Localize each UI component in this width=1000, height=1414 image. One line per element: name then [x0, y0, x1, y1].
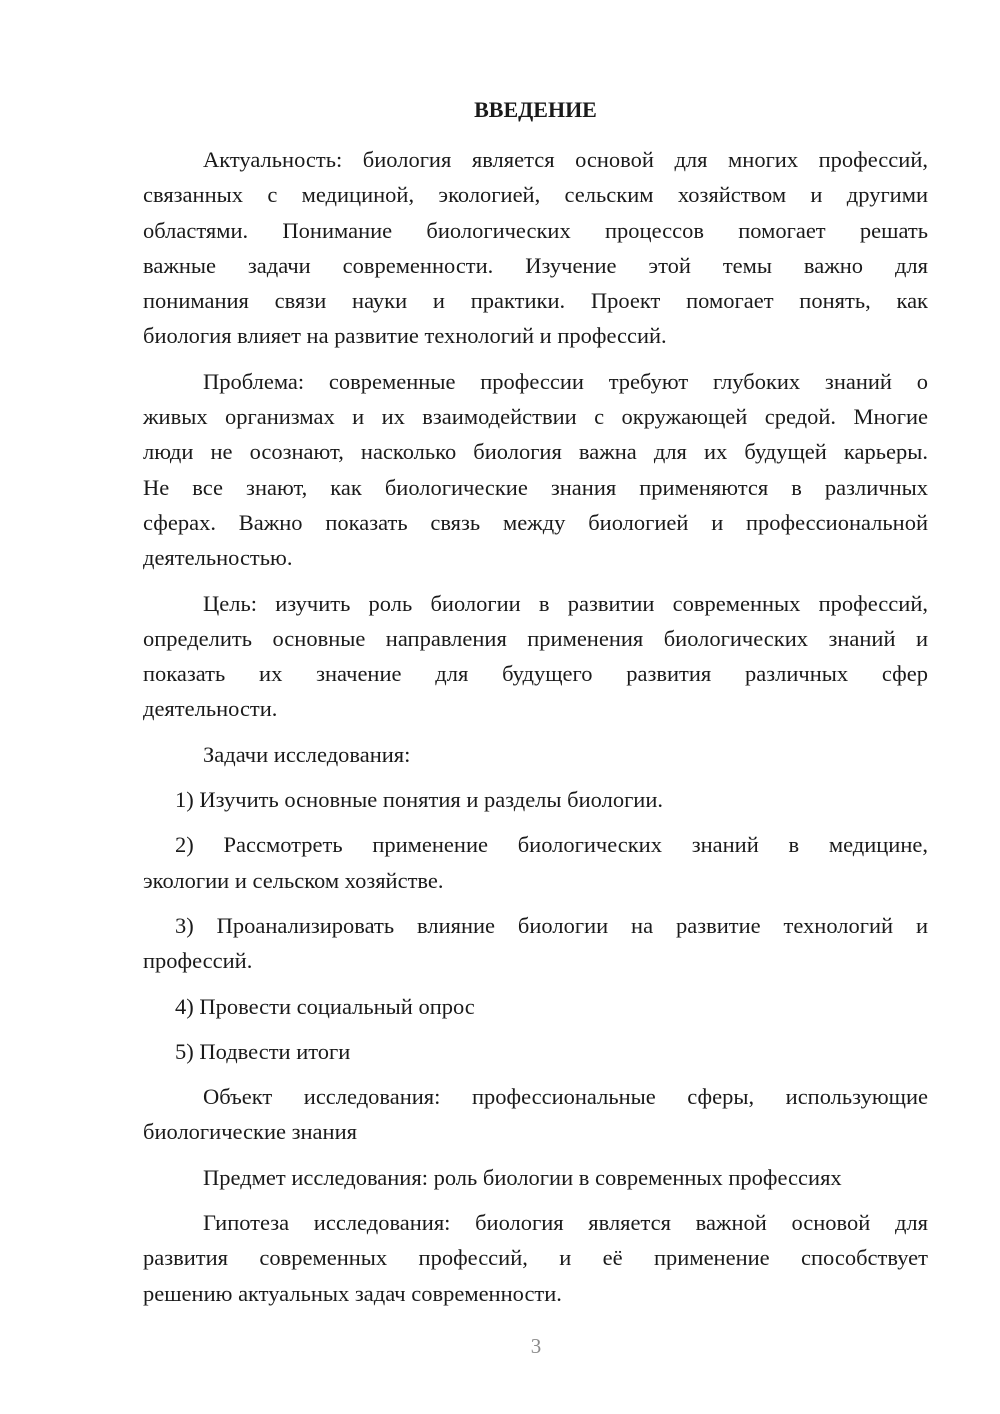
paragraph: [143, 737, 928, 772]
paragraph: [143, 364, 928, 576]
text-line: областями. Понимание биологических процессов помогает решать: [143, 217, 928, 243]
text-line: 5) Подвести итоги: [175, 1038, 351, 1064]
text-line: 1) Изучить основные понятия и разделы биологии.: [175, 787, 664, 813]
text-line: экологии и сельском хозяйстве.: [143, 867, 444, 893]
text-line: Предмет исследования: роль биологии в современных профессиях: [203, 1164, 842, 1190]
paragraph: [143, 1160, 928, 1195]
page-number: 3: [530, 1334, 542, 1358]
text-line: связанных с медициной, экологией, сельским хозяйством и другими: [143, 182, 928, 208]
text-line: биологические знания: [143, 1119, 357, 1145]
text-line: понимания связи науки и практики. Проект помогает понять, как: [143, 288, 928, 314]
text-line: Гипотеза исследования: биология является важной основой для: [203, 1210, 928, 1236]
text-line: деятельностью.: [143, 545, 293, 571]
text-line: живых организмах и их взаимодействии с окружающей средой. Многие: [143, 404, 928, 430]
text-line: Объект исследования: профессиональные сферы, использующие: [203, 1084, 928, 1110]
text-line: Задачи исследования:: [203, 741, 411, 767]
list-item: [143, 989, 928, 1024]
text-line: профессий.: [143, 948, 253, 974]
list-item: [143, 782, 928, 817]
text-line: деятельности.: [143, 696, 278, 722]
text-line: определить основные направления применения биологических знаний и: [143, 625, 928, 651]
text-line: Цель: изучить роль биологии в развитии современных профессий,: [203, 590, 928, 616]
text-line: 4) Провести социальный опрос: [175, 993, 475, 1019]
text-line: Проблема: современные профессии требуют глубоких знаний о: [203, 368, 928, 394]
paragraph: [143, 1205, 928, 1311]
text-line: важные задачи современности. Изучение этой темы важно для: [143, 252, 928, 278]
list-item: [143, 908, 928, 979]
list-item: [143, 827, 928, 898]
text-line: Не все знают, как биологические знания применяются в различных: [143, 474, 928, 500]
text-line: показать их значение для будущего развития различных сфер: [143, 661, 928, 687]
paragraph: [143, 1079, 928, 1150]
text-line: сферах. Важно показать связь между биологией и профессиональной: [143, 509, 928, 535]
section-heading: ВВЕДЕНИЕ: [474, 97, 597, 122]
paragraph: [143, 586, 928, 727]
text-line: 3) Проанализировать влияние биологии на развитие технологий и: [175, 912, 928, 938]
list-item: [143, 1034, 928, 1069]
text-line: решению актуальных задач современности.: [143, 1280, 562, 1306]
document-body: [143, 142, 928, 1311]
paragraph: [143, 142, 928, 354]
text-line: биология влияет на развитие технологий и профессий.: [143, 323, 667, 349]
text-line: Актуальность: биология является основой для многих профессий,: [203, 147, 928, 172]
text-line: люди не осознают, насколько биология важна для их будущей карьеры.: [143, 439, 928, 465]
text-line: развития современных профессий, и её применение способствует: [143, 1245, 928, 1271]
text-line: 2) Рассмотреть применение биологических знаний в медицине,: [175, 832, 928, 858]
